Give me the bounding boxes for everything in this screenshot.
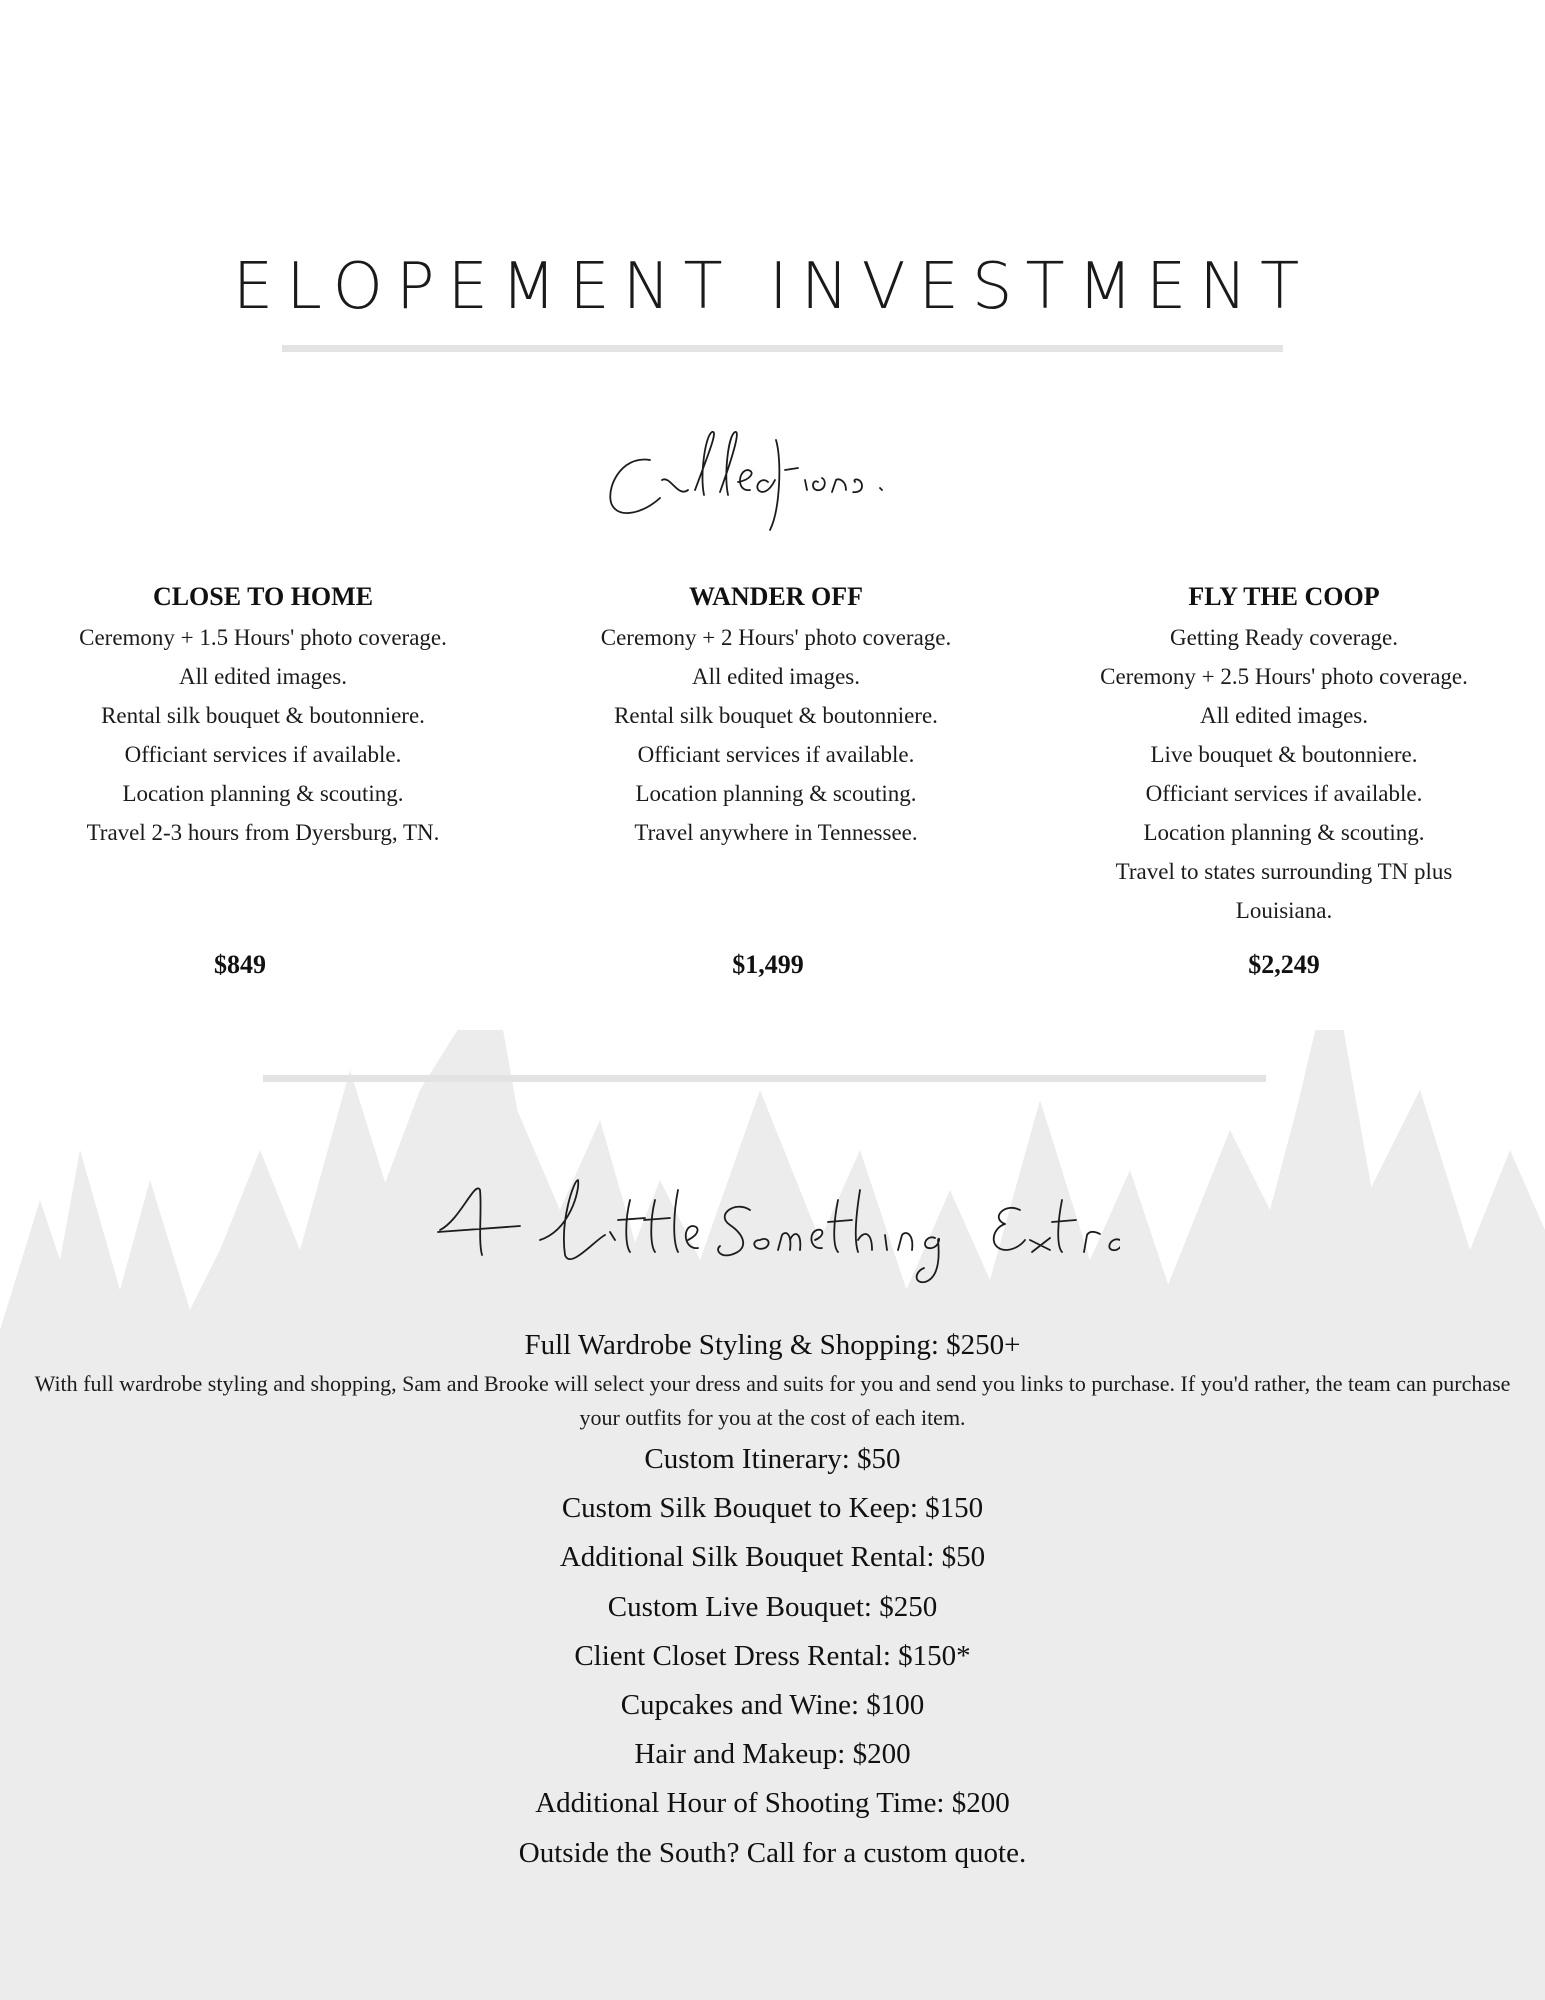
price-close-to-home: $849 [214,950,266,979]
extras-flourish [438,1180,1120,1282]
collections-heading [600,420,940,540]
package-feature: Officiant services if available. [637,742,915,767]
package-feature: Travel to states surrounding TN plus [1115,859,1453,884]
extra-item: Additional Silk Bouquet Rental: $50 [559,1541,986,1574]
package-feature: Location planning & scouting. [1143,820,1425,845]
package-feature: Live bouquet & boutonniere. [1150,742,1418,767]
package-wander-off [556,582,996,852]
package-feature: Louisiana. [1235,898,1333,923]
wardrobe-styling-headline: Full Wardrobe Styling & Shopping: $250+ [524,1329,1021,1361]
package-name: CLOSE TO HOME [152,582,374,611]
price-wander-off: $1,499 [732,950,804,979]
page-title: ELOPEMENT INVESTMENT [232,250,1313,324]
section-divider [263,1075,1266,1082]
package-feature: Rental silk bouquet & boutonniere. [101,703,425,728]
package-close-to-home [40,582,486,852]
package-feature: Officiant services if available. [1145,781,1423,806]
package-feature: All edited images. [1200,703,1368,728]
package-feature: Getting Ready coverage. [1170,625,1398,650]
collections-flourish [610,432,882,530]
package-feature: Officiant services if available. [124,742,402,767]
package-name: FLY THE COOP [1188,582,1380,611]
package-feature: Rental silk bouquet & boutonniere. [614,703,938,728]
extra-item: Custom Live Bouquet: $250 [607,1590,938,1623]
extra-item: Custom Silk Bouquet to Keep: $150 [561,1492,984,1525]
price-fly-the-coop: $2,249 [1248,950,1320,979]
extras-list [0,1325,1545,1878]
extra-item: Additional Hour of Shooting Time: $200 [535,1787,1010,1820]
extra-item: Hair and Makeup: $200 [634,1738,911,1771]
package-feature: Travel 2-3 hours from Dyersburg, TN. [86,820,440,845]
package-feature: Travel anywhere in Tennessee. [634,820,918,845]
package-feature: Ceremony + 1.5 Hours' photo coverage. [79,625,447,650]
package-name: WANDER OFF [688,582,864,611]
extra-item: Outside the South? Call for a custom quote. [518,1836,1027,1869]
package-fly-the-coop [1064,582,1504,930]
wardrobe-styling-description: With full wardrobe styling and shopping, Sam and Brooke will select your dress and suits for you and send you links to purchase. If you'd rather, the team can purchase your outfits for you at the cost of each item. [34,1371,1511,1430]
package-feature: Ceremony + 2.5 Hours' photo coverage. [1100,664,1468,689]
extra-item: Client Closet Dress Rental: $150* [574,1639,971,1672]
title-divider [282,345,1283,352]
package-feature: All edited images. [692,664,860,689]
package-feature: All edited images. [179,664,347,689]
extra-item: Custom Itinerary: $50 [644,1443,901,1475]
package-feature: Location planning & scouting. [122,781,404,806]
package-feature: Ceremony + 2 Hours' photo coverage. [600,625,952,650]
extra-item: Cupcakes and Wine: $100 [620,1689,925,1722]
package-feature: Location planning & scouting. [635,781,917,806]
extras-heading [420,1160,1120,1290]
